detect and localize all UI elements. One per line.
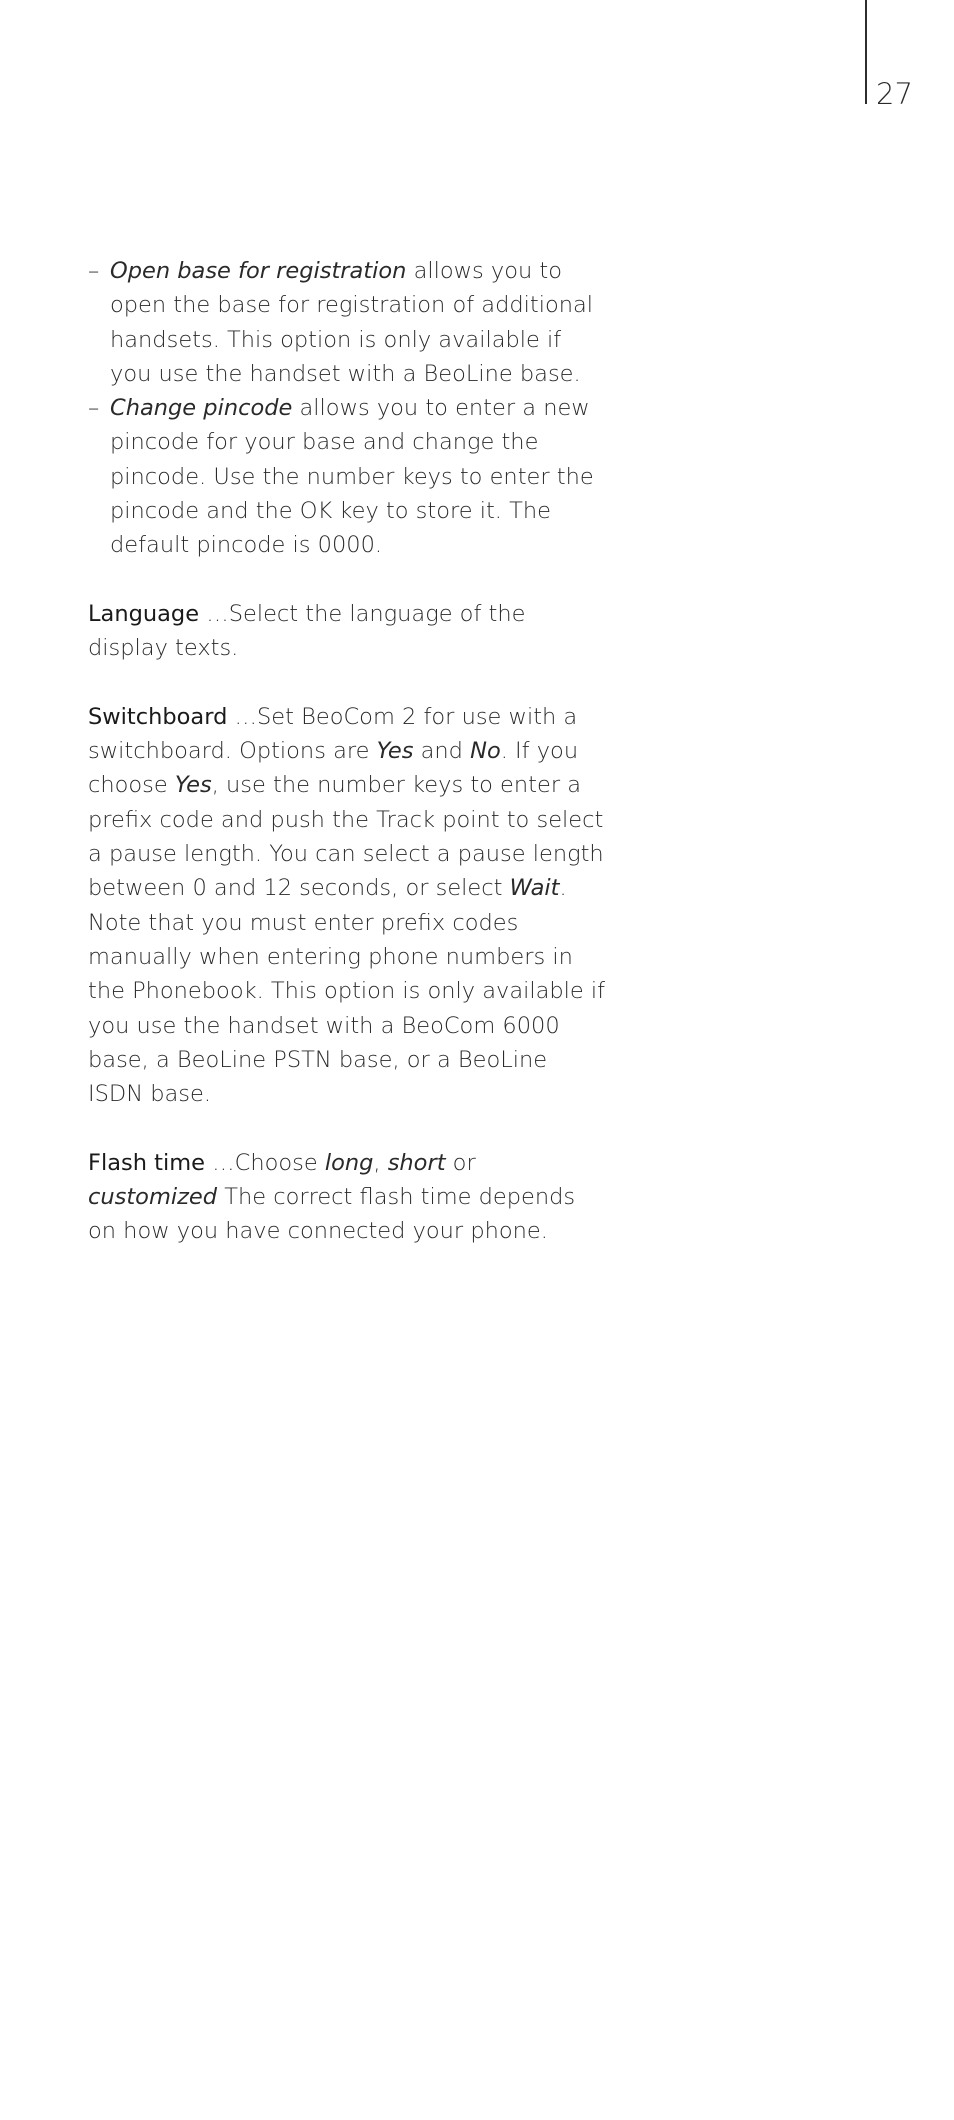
option-change-pincode-description: allows you to enter a new pincode for your base and change the pincode. Use the number keys to enter the pincode and the OK key to store it. The default pincode is 0000. [110, 395, 594, 559]
option-open-base: Open base for registration [110, 258, 407, 284]
flash-time-text-1: …Choose [204, 1149, 325, 1176]
switchboard-heading: Switchboard [88, 703, 228, 730]
bullet-dash: – [88, 395, 100, 422]
option-open-base-description: allows you to open the base for registration of additional handsets. This option is only available if you use the handset with a BeoLine base. [110, 258, 594, 387]
switchboard-option-yes-ref: Yes [174, 772, 212, 799]
switchboard-option-yes: Yes [376, 738, 414, 765]
manual-body [88, 254, 608, 1249]
switchboard-text-1: …Set BeoCom 2 for use with a switchboard. Options are [88, 703, 578, 765]
switchboard-text-5: . Note that you must enter prefix codes manually when entering phone numbers in the Phonebook. This option is only available if you use the handset with a BeoCom 6000 base, a BeoLine PSTN base, or a BeoLine ISDN base. [88, 875, 606, 1108]
section-language [88, 597, 608, 666]
switchboard-option-wait: Wait [509, 875, 560, 902]
flash-time-text-4: The correct flash time depends on how you have connected your phone. [88, 1184, 576, 1245]
flash-time-option-short: short [387, 1149, 446, 1176]
section-flash-time [88, 1146, 608, 1249]
language-description: …Select the language of the display texts. [88, 600, 526, 662]
bullet-change-pincode [88, 391, 608, 562]
switchboard-text-3: . If you choose [88, 738, 579, 799]
bullet-open-base [88, 254, 608, 391]
flash-time-option-customized: customized [88, 1184, 218, 1211]
flash-time-heading: Flash time [88, 1149, 205, 1176]
bullet-dash: – [88, 258, 100, 284]
section-switchboard [88, 700, 608, 1112]
flash-time-text-2: , [373, 1149, 388, 1176]
language-heading: Language [88, 600, 200, 627]
switchboard-text-4: , use the number keys to enter a prefix code and push the Track point to select a pause length. You can select a pause length between 0 and 12 seconds, or select [88, 772, 604, 902]
switchboard-option-no: No [470, 738, 501, 765]
switchboard-text-2: and [413, 738, 471, 765]
page-margin-rule [865, 0, 867, 104]
flash-time-text-3: or [445, 1149, 476, 1176]
flash-time-option-long: long [324, 1149, 374, 1176]
page-number: 27 [876, 77, 913, 111]
option-change-pincode: Change pincode [110, 395, 293, 422]
